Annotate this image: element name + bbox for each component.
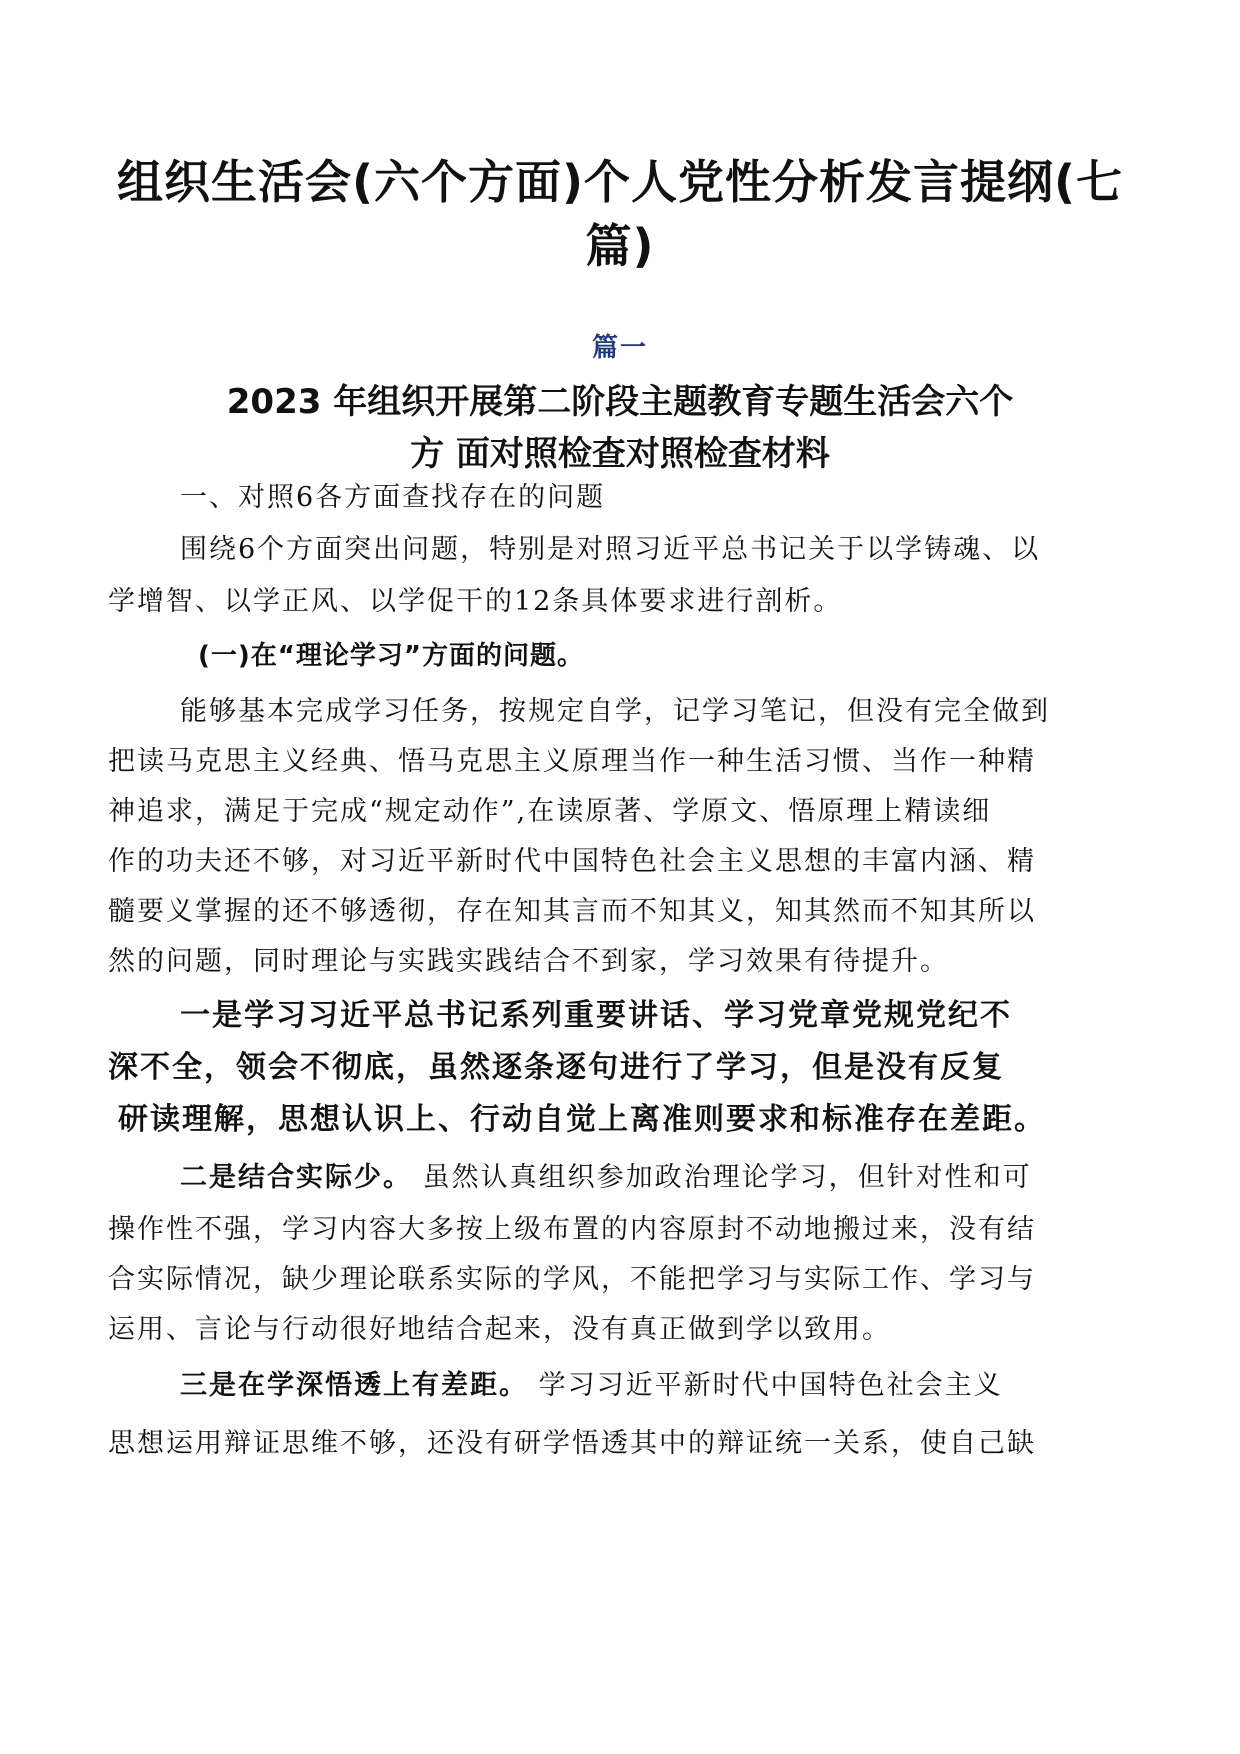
paragraph-line: 合实际情况，缺少理论联系实际的学风，不能把学习与实际工作、学习与 <box>108 1264 1036 1295</box>
point-one-line: 深不全，领会不彻底，虽然逐条逐句进行了学习，但是没有反复 <box>108 1050 1004 1085</box>
intro-line: 围绕6个方面突出问题，特别是对照习近平总书记关于以学铸魂、以 <box>180 534 1041 565</box>
subsection-heading: (一)在“理论学习”方面的问题。 <box>198 641 584 671</box>
document-title: 组织生活会(六个方面)个人党性分析发言提纲(七篇) <box>116 155 1124 273</box>
intro-line: 学增智、以学正风、以学促干的12条具体要求进行剖析。 <box>108 586 843 617</box>
section-heading: 一、对照6各方面查找存在的问题 <box>180 482 606 513</box>
paragraph-line: 把读马克思主义经典、悟马克思主义原理当作一种生活习惯、当作一种精 <box>108 746 1036 777</box>
subtitle-line-1: 2023 年组织开展第二阶段主题教育专题生活会六个 <box>226 382 1014 422</box>
subtitle-line-2: 方 面对照检查对照检查材料 <box>410 434 830 474</box>
paragraph-line: 思想运用辩证思维不够，还没有研学悟透其中的辩证统一关系，使自己缺 <box>108 1428 1036 1459</box>
point-three-line <box>180 1366 1130 1406</box>
paragraph-line: 神追求，满足于完成“规定动作”,在读原著、学原文、悟原理上精读细 <box>108 796 992 827</box>
paragraph-line: 髓要义掌握的还不够透彻，存在知其言而不知其义，知其然而不知其所以 <box>108 896 1036 927</box>
point-three-lead: 三是在学深悟透上有差距。 <box>180 1370 528 1401</box>
point-one-line: 一是学习习近平总书记系列重要讲话、学习党章党规党纪不 <box>180 998 1012 1033</box>
point-two-line <box>180 1158 1130 1198</box>
paragraph-line: 能够基本完成学习任务，按规定自学，记学习笔记，但没有完全做到 <box>180 696 1050 727</box>
point-one-line: 研读理解，思想认识上、行动自觉上离准则要求和标准存在差距。 <box>118 1102 1046 1137</box>
paragraph-line: 作的功夫还不够，对习近平新时代中国特色社会主义思想的丰富内涵、精 <box>108 846 1036 877</box>
point-three-text: 学习习近平新时代中国特色社会主义 <box>528 1370 1003 1401</box>
paragraph-line: 然的问题，同时理论与实践实践结合不到家，学习效果有待提升。 <box>108 946 949 977</box>
paragraph-line: 运用、言论与行动很好地结合起来，没有真正做到学以致用。 <box>108 1314 891 1345</box>
point-two-lead: 二是结合实际少。 <box>180 1162 412 1193</box>
piece-label: 篇一 <box>591 333 648 363</box>
paragraph-line: 操作性不强，学习内容大多按上级布置的内容原封不动地搬过来，没有结 <box>108 1214 1036 1245</box>
point-two-text: 虽然认真组织参加政治理论学习，但针对性和可 <box>412 1162 1032 1193</box>
